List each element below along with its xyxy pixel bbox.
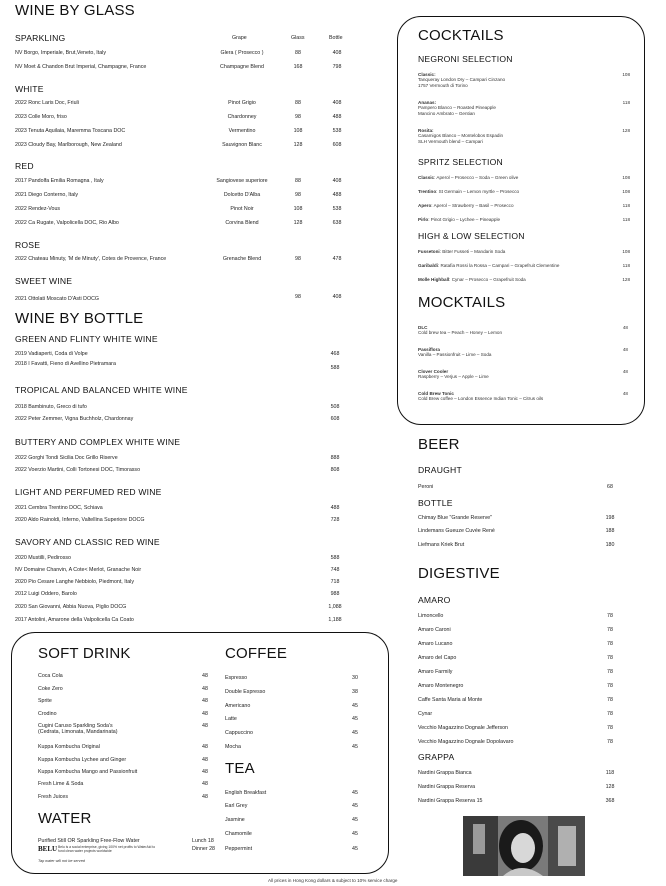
tea-row: English Breakfast 45 — [225, 790, 358, 796]
grape-header: Grape — [232, 35, 247, 41]
cocktails-title: COCKTAILS — [418, 27, 504, 44]
digestive-row: Amaro Montenegro 78 — [418, 683, 613, 689]
wine-row: 2017 Antolini, Amarone della Valpolicella Ca Coato 1,188 — [15, 617, 342, 623]
belu-logo: BELU — [38, 845, 58, 853]
sweet-wine-heading: SWEET WINE — [15, 276, 73, 286]
wine-row: NV Borgo, Imperiale, Brut,Veneto, Italy Glera ( Prosecco ) 88 408 — [15, 50, 342, 56]
light-perfumed-heading: LIGHT AND PERFUMED RED WINE — [15, 487, 162, 497]
wine-by-bottle-title: WINE BY BOTTLE — [15, 310, 144, 327]
digestive-row: Limoncello 78 — [418, 613, 613, 619]
digestive-row: Nardini Grappa Bianca 118 — [418, 770, 615, 776]
wine-row: 2019 Vadiaperti, Coda di Volpe 468 — [15, 351, 340, 357]
soft-drink-row: Kuppa Kombucha Mango and Passionfruit 48 — [38, 769, 208, 775]
vintage-portrait-photo — [463, 816, 585, 876]
wine-row: 2017 Pandolfa Emilia Romagna , Italy Sangiovese superiore 88 408 — [15, 178, 342, 184]
wine-row: 2022 Gorghi Tondi Sicilia Doc Grillo Riserve 888 — [15, 455, 340, 461]
soft-drink-row: Kuppa Kombucha Original 48 — [38, 744, 208, 750]
water-dinner-price: Dinner 28 — [192, 846, 215, 852]
beer-row: Lindemans Gueuze Cuvée René 188 — [418, 528, 615, 534]
coffee-row: Mocha 45 — [225, 744, 358, 750]
green-flinty-heading: GREEN AND FLINTY WHITE WINE — [15, 334, 158, 344]
soft-drink-title: SOFT DRINK — [38, 645, 131, 662]
cocktail-item: Molle Highball: Cynar – Prosecco – Grapefruit Soda 128 — [418, 277, 630, 282]
red-heading: RED — [15, 161, 34, 171]
beer-title: BEER — [418, 436, 460, 453]
cocktail-item: Rosita: Casamigos Blanco – Montelobos Espadin SLH Vermouth blend – Campari 128 — [418, 128, 630, 144]
wine-row: 2018 Bambinuto, Greco di tufo 508 — [15, 404, 340, 410]
mocktail-item: Cold Brew Tonic Cold Brew coffee – London Essence Indian Tonic – Citrus oils 48 — [418, 391, 628, 402]
wine-row: 2022 Ca Rugate, Valpolicella DOC, Rio Albo Corvina Blend 128 638 — [15, 220, 342, 226]
wine-row: 2023 Cloudy Bay, Marlborough, New Zealand Sauvignon Blanc 128 608 — [15, 142, 342, 148]
digestive-row: Amaro Farmily 78 — [418, 669, 613, 675]
digestive-row: Caffe Santa Maria al Monte 78 — [418, 697, 613, 703]
footer-note: All prices in Hong Kong dollars & subject to 10% service charge — [268, 878, 398, 883]
negroni-heading: NEGRONI SELECTION — [418, 54, 513, 64]
bottle-header: Bottle — [329, 35, 343, 41]
beer-row: Chimay Blue "Grande Reserve" 198 — [418, 515, 615, 521]
soft-drink-row: Coca Cola 48 — [38, 673, 208, 679]
tea-row: Peppermint 45 — [225, 846, 358, 852]
water-title: WATER — [38, 810, 92, 827]
soft-drink-row: Crodino 48 — [38, 711, 208, 717]
wine-row: 2023 Colle Moro, friso Chardonney 98 488 — [15, 114, 342, 120]
cocktail-item: Pirlo: Pinot Grigio – Lychee – Pineapple 118 — [418, 217, 630, 222]
soft-drink-row: Kuppa Kombucha Lychee and Ginger 48 — [38, 757, 208, 763]
coffee-title: COFFEE — [225, 645, 288, 662]
tea-title: TEA — [225, 760, 255, 777]
tea-row: Chamomile 45 — [225, 831, 358, 837]
coffee-row: Latte 45 — [225, 716, 358, 722]
soft-drink-row: Fresh Lime & Soda 48 — [38, 781, 208, 787]
water-lunch-price: Lunch 18 — [192, 838, 214, 844]
coffee-row: Double Espresso 38 — [225, 689, 358, 695]
soft-drink-row: Cugini Caruso Sparkling Soda's (Cedrata, Limonata, Mandarinata) 48 — [38, 723, 208, 736]
rose-heading: ROSE — [15, 240, 41, 250]
mocktail-item: Clover Cooler Raspberry – Verjus – Apple – Lime 48 — [418, 369, 628, 380]
wine-row: NV Domaine Chanvin, A Cote< Merlot, Granache Noir 748 — [15, 567, 340, 573]
wine-row: 2023 Tenuta Aquilaia, Maremma Toscana DOC Vermentino 108 538 — [15, 128, 342, 134]
white-heading: WHITE — [15, 84, 44, 94]
water-description: Purified Still OR Sparkling Free-Flow Water — [38, 838, 140, 844]
digestive-row: Amaro Lucano 78 — [418, 641, 613, 647]
tea-row: Jasmine 45 — [225, 817, 358, 823]
amaro-heading: AMARO — [418, 595, 451, 605]
wine-row: 2020 San Giovanni, Abbia Nuova, Piglio DOCG 1,088 — [15, 604, 342, 610]
wine-row: 2020 Pio Cesare Langhe Nebbiolo, Piedmont, Italy 718 — [15, 579, 340, 585]
digestive-row: Cynar 78 — [418, 711, 613, 717]
digestive-title: DIGESTIVE — [418, 565, 500, 582]
portrait-image — [463, 816, 585, 876]
digestive-row: Nardini Grappa Reserva 128 — [418, 784, 615, 790]
grappa-heading: GRAPPA — [418, 752, 455, 762]
soft-drink-row: Fresh Juices 48 — [38, 794, 208, 800]
wine-row: 2022 Voerzio Martini, Colli Tortonesi DOC, Timorasso 808 — [15, 467, 340, 473]
digestive-row: Vecchio Magazzino Dognale Dopolavaro 78 — [418, 739, 613, 745]
tap-water-note: Tap water will not be served — [38, 859, 85, 863]
wine-row: 2022 Chateau Minuty, 'M de Minuty', Cotes de Provence, France Grenache Blend 98 478 — [15, 256, 342, 262]
beer-row: Peroni 68 — [418, 484, 613, 490]
wine-row: 2021 Cembra Trentino DOC, Schiava 488 — [15, 505, 340, 511]
cocktail-item: Fussetoni: Bitter Fusseti – Mandarin Soda 108 — [418, 249, 630, 254]
digestive-row: Amaro Caroni 78 — [418, 627, 613, 633]
draught-heading: DRAUGHT — [418, 465, 462, 475]
mocktails-title: MOCKTAILS — [418, 294, 506, 311]
beer-row: Liefmans Kriek Brut 180 — [418, 542, 615, 548]
bottle-beer-heading: BOTTLE — [418, 498, 453, 508]
coffee-row: Cappuccino 45 — [225, 730, 358, 736]
mocktail-item: DLC Cold brew tea – Peach – Honey – Lemon 48 — [418, 325, 628, 336]
wine-row: NV Moet & Chandon Brut Imperial, Champagne, France Champagne Blend 168 798 — [15, 64, 342, 70]
coffee-row: Espresso 30 — [225, 675, 358, 681]
cocktail-item: Ananas: Pampero Blanco – Roasted Pineapple Mancino Ambrato – Gentian 118 — [418, 100, 630, 116]
coffee-row: Americano 45 — [225, 703, 358, 709]
spritz-heading: SPRITZ SELECTION — [418, 157, 503, 167]
wine-row: 2022 Rendez-Vous Pinot Noir 108 538 — [15, 206, 342, 212]
wine-by-glass-title: WINE BY GLASS — [15, 2, 135, 19]
wine-row: 2012 Luigi Oddero, Barolo 988 — [15, 591, 340, 597]
wine-row: 2021 Diego Conterno, Italy Dolcetto D'Alba 98 488 — [15, 192, 342, 198]
mocktail-item: Passiflora Vanilla – Passionfruit – Lime – Soda 48 — [418, 347, 628, 358]
buttery-complex-heading: BUTTERY AND COMPLEX WHITE WINE — [15, 437, 181, 447]
high-low-heading: HIGH & LOW SELECTION — [418, 231, 525, 241]
wine-row: 2022 Ronc Laris Doc, Friuli Pinot Grigio 88 408 — [15, 100, 342, 106]
cocktail-item: Garibaldi: Ratafia Rossi la Rossa – Campari – Grapefruit Clementine 118 — [418, 263, 630, 268]
glass-header: Glass — [291, 35, 305, 41]
wine-row: 2020 Mustilli, Pedirosso 588 — [15, 555, 340, 561]
belu-text: Belu is a social enterprise, giving 100% net profits to WaterAid to fund clean water projects worldwide — [58, 845, 156, 853]
cocktail-item: Classic: Aperol – Prosecco – Soda – Green olive 108 — [418, 175, 630, 180]
sparkling-heading: SPARKLING — [15, 33, 66, 43]
wine-row: 2022 Peter Zemmer, Vigna Buchholz, Chardonnay 608 — [15, 416, 340, 422]
cocktail-item: Trentino: St Germain – Lemon myrtle – Prosecco 108 — [418, 189, 630, 194]
digestive-row: Vecchio Magazzino Dognale Jefferson 78 — [418, 725, 613, 731]
tropical-balanced-heading: TROPICAL AND BALANCED WHITE WINE — [15, 385, 188, 395]
digestive-row: Amaro del Capo 78 — [418, 655, 613, 661]
soft-drink-row: Sprite 48 — [38, 698, 208, 704]
digestive-row: Nardini Grappa Reserva 15 368 — [418, 798, 615, 804]
wine-row: 2018 I Favatti, Fieno di Avellino Pietramara 588 — [15, 361, 340, 371]
wine-row: 2021 Ottolati Moscato D'Asti DOCG 98 408 — [15, 294, 342, 302]
savory-classic-heading: SAVORY AND CLASSIC RED WINE — [15, 537, 160, 547]
cocktail-item: Apero: Aperol – Strawberry – Basil – Prosecco 118 — [418, 203, 630, 208]
cocktail-item: Classic: Tanqueray London Dry – Campari Cinzano 1757 Vermouth di Torino 108 — [418, 72, 630, 88]
tea-row: Earl Grey 45 — [225, 803, 358, 809]
wine-row: 2020 Aldo Rainoldi, Inferno, Valtellina Superiore DOCG 728 — [15, 517, 340, 523]
soft-drink-row: Coke Zero 48 — [38, 686, 208, 692]
